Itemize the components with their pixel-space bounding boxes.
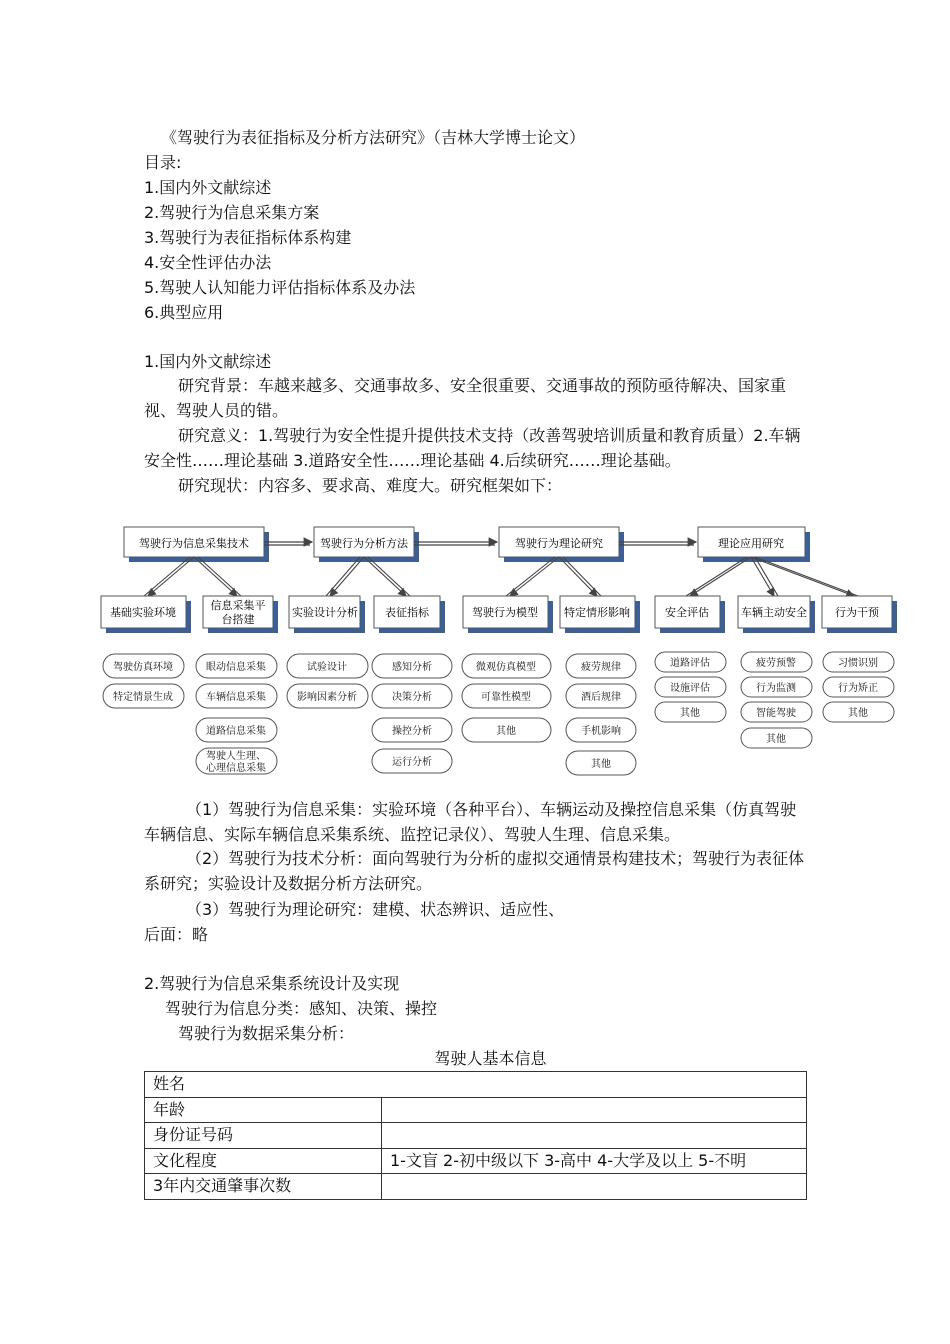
- diagram-label: 试验设计: [307, 662, 347, 673]
- branch-arrows: [144, 557, 858, 596]
- table-cell: 3年内交通肇事次数: [145, 1174, 382, 1200]
- toc-item: 1.国内外文献综述: [144, 178, 272, 197]
- table-cell: [382, 1123, 807, 1149]
- diagram-label: 驾驶仿真环境: [113, 662, 173, 673]
- table-cell: [382, 1174, 807, 1200]
- diagram-label: 其他: [848, 708, 868, 719]
- diagram-label: 习惯识别: [838, 658, 878, 669]
- diagram-label: 行为矫正: [838, 683, 878, 694]
- table-cell: 姓名: [145, 1072, 807, 1098]
- table-row: [145, 1097, 807, 1123]
- diagram-label: 酒后规律: [581, 692, 621, 703]
- top-box-2: 驾驶行为分析方法: [320, 537, 408, 550]
- section1-heading: 1.国内外文献综述: [144, 352, 272, 371]
- diagram-label: 基础实验环境: [110, 606, 176, 619]
- diagram-label: 实验设计分析: [292, 606, 358, 619]
- diagram-label: 特定情景生成: [113, 692, 173, 703]
- diagram-label: 道路评估: [670, 658, 710, 669]
- top-box-1: 驾驶行为信息采集技术: [139, 537, 249, 550]
- mid-level-boxes: [101, 596, 897, 633]
- point-1: （1）驾驶行为信息采集：实验环境（各种平台）、车辆运动及操控信息采集（仿真驾驶车辆信息、实际车辆信息采集系统、监控记录仪）、驾驶人生理、信息采集。: [144, 800, 797, 844]
- table-title: 驾驶人基本信息: [434, 1049, 547, 1068]
- toc-item: 5.驾驶人认知能力评估指标体系及办法: [144, 278, 416, 297]
- diagram-label: 特定情形影响: [564, 606, 630, 619]
- info-classification: 驾驶行为信息分类：感知、决策、操控: [165, 999, 438, 1018]
- diagram-label: 设施评估: [670, 683, 710, 694]
- section2-heading: 2.驾驶行为信息采集系统设计及实现: [144, 974, 400, 993]
- diagram-label: 手机影响: [581, 726, 621, 737]
- diagram-label: 感知分析: [392, 662, 432, 673]
- table-cell: 文化程度: [145, 1148, 382, 1174]
- diagram-label: 心理信息采集: [206, 763, 266, 774]
- diagram-label: 运行分析: [392, 757, 432, 768]
- diagram-label: 车辆信息采集: [206, 692, 266, 703]
- diagram-label: 其他: [766, 734, 786, 745]
- diagram-label: 行为干预: [835, 606, 879, 619]
- table-cell: [382, 1097, 807, 1123]
- point-3: （3）驾驶行为理论研究：建模、状态辨识、适应性、: [186, 900, 565, 919]
- toc-item: 3.驾驶行为表征指标体系构建: [144, 228, 352, 247]
- diagram-label: 表征指标: [385, 606, 429, 619]
- doc-title: 《驾驶行为表征指标及分析方法研究》（吉林大学博士论文）: [161, 128, 586, 147]
- toc-item: 6.典型应用: [144, 303, 224, 322]
- diagram-label: 驾驶人生理、: [206, 751, 266, 762]
- diagram-label: 其他: [591, 759, 611, 770]
- diagram-label: 操控分析: [392, 726, 432, 737]
- diagram-label: 行为监测: [756, 683, 796, 694]
- diagram-label: 决策分析: [392, 692, 432, 703]
- diagram-label: 可靠性模型: [481, 692, 531, 703]
- diagram-label: 智能驾驶: [756, 708, 796, 719]
- diagram-label: 车辆主动安全: [741, 606, 807, 619]
- toc-label: 目录:: [144, 153, 182, 172]
- table-row: [145, 1072, 807, 1098]
- data-analysis-label: 驾驶行为数据采集分析：: [178, 1024, 355, 1043]
- diagram-label: 其他: [496, 726, 516, 737]
- table-row: [145, 1174, 807, 1200]
- toc-item: 4.安全性评估办法: [144, 253, 272, 272]
- research-status: 研究现状：内容多、要求高、难度大。研究框架如下：: [178, 476, 563, 495]
- diagram-label: 信息采集平: [210, 599, 266, 612]
- diagram-label: 影响因素分析: [297, 692, 357, 703]
- diagram-label: 台搭建: [221, 613, 255, 626]
- top-box-3: 驾驶行为理论研究: [515, 537, 603, 550]
- diagram-label: 疲劳预警: [756, 658, 796, 669]
- diagram-label: 驾驶行为模型: [472, 606, 538, 619]
- diagram-label: 疲劳规律: [581, 662, 621, 673]
- driver-info-table: [144, 1071, 807, 1200]
- table-cell: 年龄: [145, 1097, 382, 1123]
- table-cell: 1-文盲 2-初中级以下 3-高中 4-大学及以上 5-不明: [382, 1148, 807, 1174]
- diagram-label: 安全评估: [665, 606, 709, 619]
- diagram-label: 眼动信息采集: [206, 662, 266, 673]
- toc-item: 2.驾驶行为信息采集方案: [144, 203, 320, 222]
- research-significance: 研究意义：1.驾驶行为安全性提升提供技术支持（改善驾驶培训质量和教育质量）2.车辆安全性……理论基础 3.道路安全性……理论基础 4.后续研究……理论基础。: [144, 426, 801, 470]
- table-row: [145, 1148, 807, 1174]
- diagram-label: 道路信息采集: [206, 726, 266, 737]
- table-row: [145, 1123, 807, 1149]
- table-cell: 身份证号码: [145, 1123, 382, 1149]
- diagram-label: 微观仿真模型: [476, 662, 536, 673]
- research-framework-diagram: [0, 514, 950, 804]
- rest-note: 后面：略: [144, 925, 209, 944]
- top-box-4: 理论应用研究: [718, 537, 784, 550]
- research-background: 研究背景：车越来越多、交通事故多、安全很重要、交通事故的预防亟待解决、国家重视、驾驶人员的错。: [144, 376, 787, 420]
- diagram-label: 其他: [680, 708, 700, 719]
- point-2: （2）驾驶行为技术分析：面向驾驶行为分析的虚拟交通情景构建技术；驾驶行为表征体系研究；实验设计及数据分析方法研究。: [144, 849, 805, 893]
